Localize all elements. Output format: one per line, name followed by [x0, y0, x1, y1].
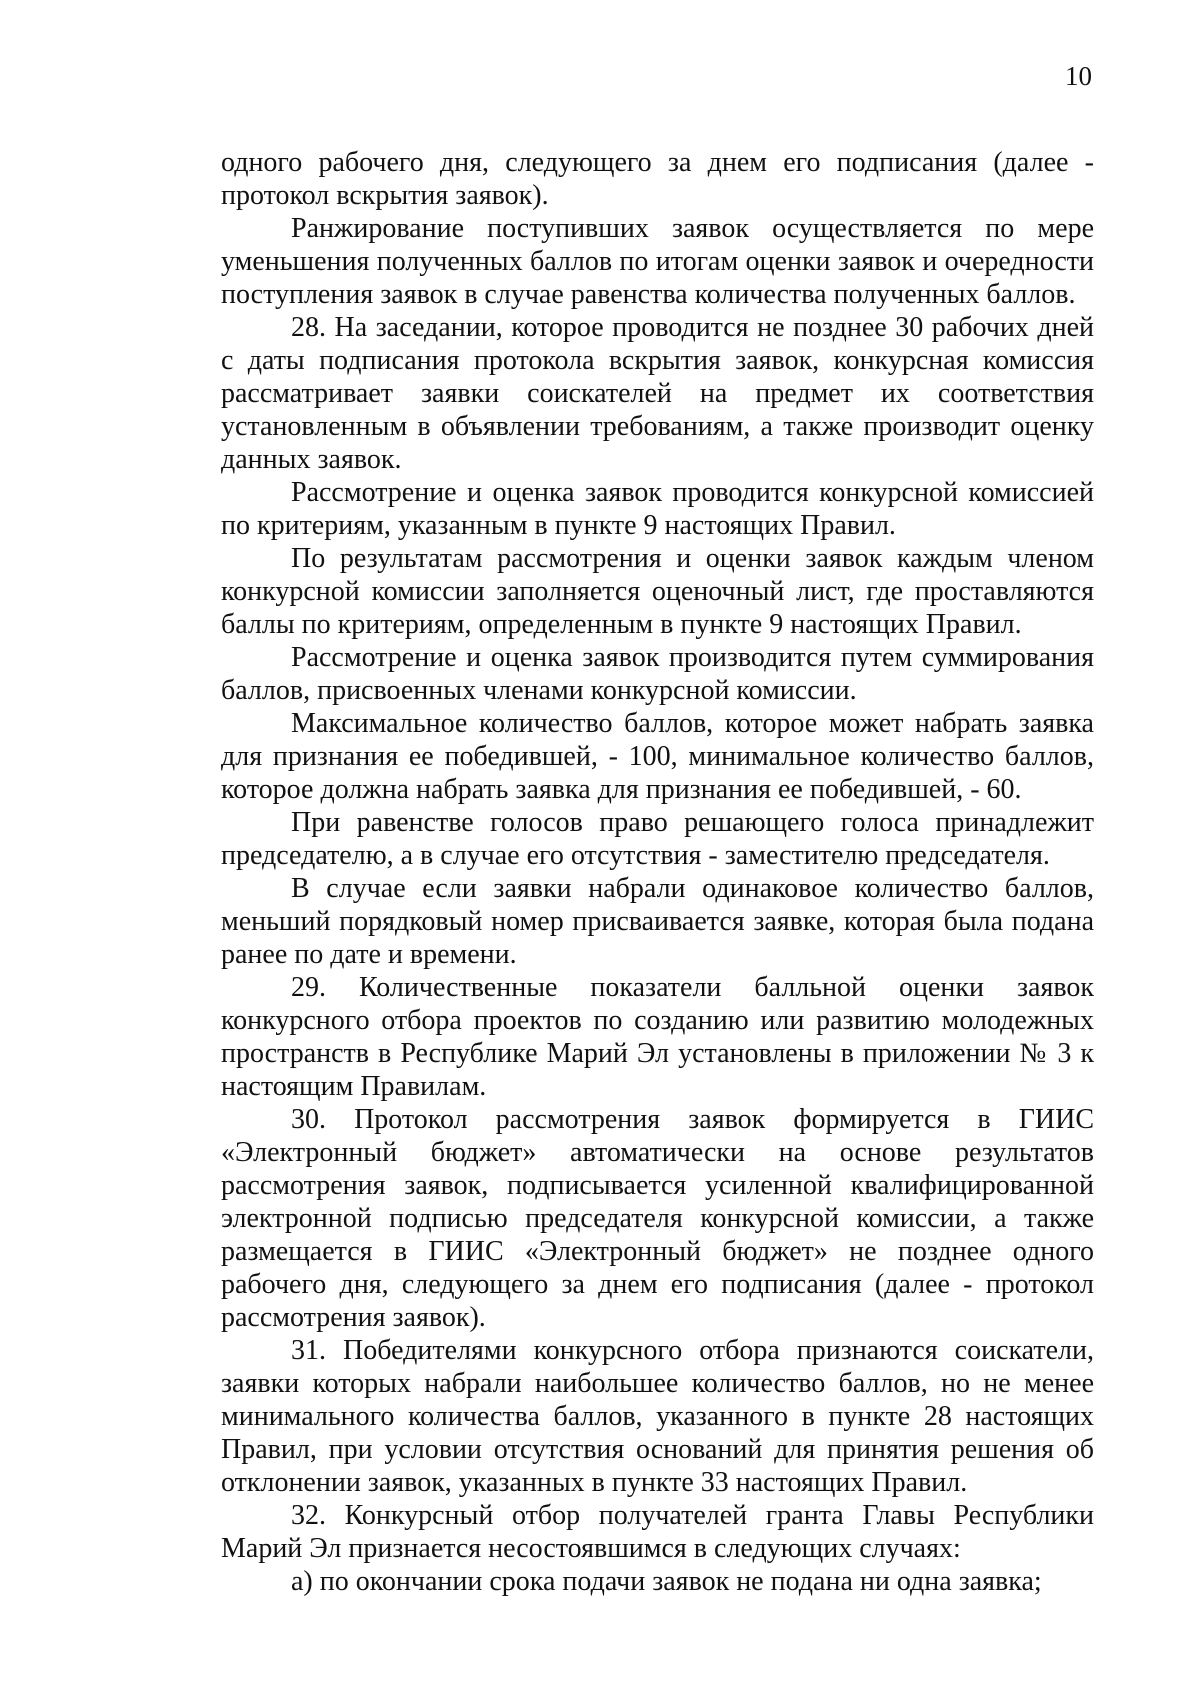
document-body: [221, 146, 1094, 1598]
paragraph: 28. На заседании, которое проводится не позднее 30 рабочих дней с даты подписания протокола вскрытия заявок, конкурсная комиссия рассматривает заявки соискателей на предмет их соответствия установленным в объявлении требованиям, а также производит оценку данных заявок.: [221, 312, 1094, 475]
paragraph: В случае если заявки набрали одинаковое количество баллов, меньший порядковый номер присваивается заявке, которая была подана ранее по дате и времени.: [221, 873, 1094, 970]
paragraph: Рассмотрение и оценка заявок производится путем суммирования баллов, присвоенных членами конкурсной комиссии.: [221, 642, 1094, 706]
page-number: 10: [1065, 61, 1092, 91]
paragraph: одного рабочего дня, следующего за днем его подписания (далее - протокол вскрытия заявок).: [221, 147, 1094, 211]
paragraph: Рассмотрение и оценка заявок проводится конкурсной комиссией по критериям, указанным в пункте 9 настоящих Правил.: [221, 477, 1094, 541]
paragraph: 31. Победителями конкурсного отбора признаются соискатели, заявки которых набрали наибольшее количество баллов, но не менее минимального количества баллов, указанного в пункте 28 настоящих Правил, при условии отсутствия оснований для принятия решения об отклонении заявок, указанных в пункте 33 настоящих Правил.: [221, 1335, 1094, 1498]
paragraph: По результатам рассмотрения и оценки заявок каждым членом конкурсной комиссии заполняется оценочный лист, где проставляются баллы по критериям, определенным в пункте 9 настоящих Правил.: [221, 543, 1094, 640]
paragraph: Максимальное количество баллов, которое может набрать заявка для признания ее победившей, - 100, минимальное количество баллов, которое должна набрать заявка для признания ее победившей, - 60.: [221, 708, 1094, 805]
paragraph: 32. Конкурсный отбор получателей гранта Главы Республики Марий Эл признается несостоявшимся в следующих случаях:: [221, 1500, 1094, 1564]
paragraph: 30. Протокол рассмотрения заявок формируется в ГИИС «Электронный бюджет» автоматически на основе результатов рассмотрения заявок, подписывается усиленной квалифицированной электронной подписью председателя конкурсной комиссии, а также размещается в ГИИС «Электронный бюджет» не позднее одного рабочего дня, следующего за днем его подписания (далее - протокол рассмотрения заявок).: [221, 1104, 1094, 1333]
paragraph: Ранжирование поступивших заявок осуществляется по мере уменьшения полученных баллов по итогам оценки заявок и очередности поступления заявок в случае равенства количества полученных баллов.: [221, 213, 1094, 310]
paragraph: При равенстве голосов право решающего голоса принадлежит председателю, а в случае его отсутствия - заместителю председателя.: [221, 807, 1094, 871]
paragraph: 29. Количественные показатели балльной оценки заявок конкурсного отбора проектов по созданию или развитию молодежных пространств в Республике Марий Эл установлены в приложении № 3 к настоящим Правилам.: [221, 972, 1094, 1102]
paragraph: а) по окончании срока подачи заявок не подана ни одна заявка;: [291, 1566, 1042, 1597]
